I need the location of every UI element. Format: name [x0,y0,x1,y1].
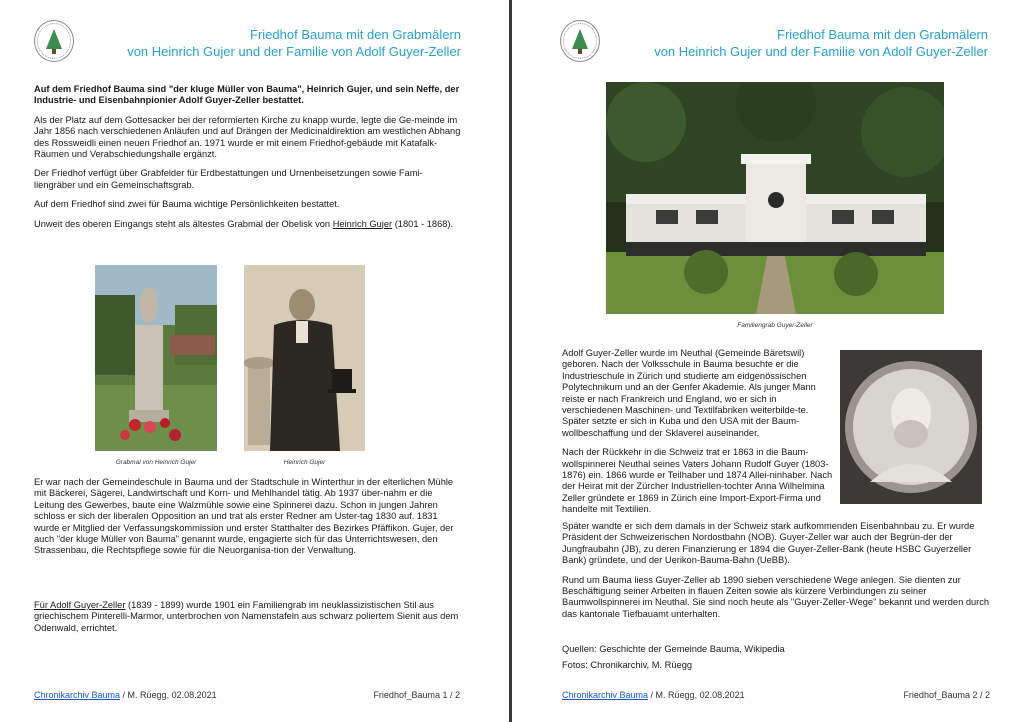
paragraph: Auf dem Friedhof sind zwei für Bauma wichtige Persönlichkeiten bestattet. [34,199,340,210]
logo-tree-icon [572,29,588,49]
family-grave-photo [606,82,944,314]
paragraph-guyer-zeller-career: Nach der Rückkehr in die Schweiz trat er 1863 in die Baum-wollspinnerei Neuthal seines Vaters Johann Rudolf Guyer (1803-1876) ein. 1866 wurde er Teilhaber und 1874 Allei-ninhaber. Nach der Heirat mit der Zürcher Industriellen-tochter Anna Wilhelmina Zeller gründete er 1869 in Zürich eine Import-Export-Firma und handelte mit Textilien. [562,447,833,515]
footer-author-date: / M. Rüegg, 02.08.2021 [120,690,217,700]
page1-footer-page-number: Friedhof_Bauma 1 / 2 [373,690,460,700]
page1-text-top [34,84,462,238]
text: (1801 - 1868). [392,218,454,229]
sources-line: Quellen: Geschichte der Gemeinde Bauma, Wikipedia [562,644,785,654]
chronikarchiv-logo [560,20,600,62]
chronikarchiv-link[interactable]: Chronikarchiv Bauma [562,690,649,700]
logo-trunk [52,49,56,54]
caption-portrait: Heinrich Gujer [283,459,326,466]
photo-credits-line: Fotos: Chronikarchiv, M. Rüegg [562,660,693,671]
page1-footer-left [34,690,217,700]
guyer-zeller-medallion-photo [840,350,982,504]
intro-paragraph: Auf dem Friedhof Bauma sind "der kluge Müller von Bauma", Heinrich Gujer, und sein Neffe, der Industrie- und Eisenbahnpionier Adolf Guyer-Zeller bestattet. [34,84,460,106]
heinrich-gujer-link[interactable]: Heinrich Gujer [332,218,393,229]
text: (1839 - 1899) wurde 1901 ein Familiengrab im neuklassizistischen Stil aus griechischem Pinterelli-Marmor, unterbrochen von Namenstafeln aus schwarz poliertem Sienit aus dem Odenwald, errichtet. [34,600,459,633]
title-line-1: Friedhof Bauma mit den Grabmälern [777,27,988,42]
page-title [654,26,988,60]
page-title [127,26,461,60]
page1-text-middle [34,477,462,565]
chronikarchiv-logo [34,20,74,62]
obelisk-photo [95,265,217,451]
document-page-1 [0,0,509,722]
adolf-guyer-zeller-link[interactable]: Für Adolf Guyer-Zeller [34,600,126,610]
paragraph-guyer-zeller [34,600,462,634]
footer-author-date: / M. Rüegg, 02.08.2021 [648,690,745,700]
paragraph-railway: Später wandte er sich dem damals in der Schweiz stark aufkommenden Eisenbahnbau zu. Er wurde Präsident der Schweizerischen Nordostbahn (NOB). Guyer-Zeller war auch der Begrün-der der Jungfraubahn (JB), zu deren Finanzierung er 1894 die Guyer-Zeller-Bank (heute HSBC Guyerzeller Bank) gründete, und der Uerikon-Bauma-Bahn (UeBB). [562,521,975,566]
document-page-2 [512,0,1024,722]
text: Unweit des oberen Eingangs steht als ältestes Grabmal der Obelisk von [34,218,333,229]
heinrich-gujer-portrait [244,265,365,451]
title-line-1: Friedhof Bauma mit den Grabmälern [250,27,461,42]
page2-footer-left [562,690,745,700]
paragraph-guyer-zeller-youth: Adolf Guyer-Zeller wurde im Neuthal (Gemeinde Bäretswil) geboren. Nach der Volksschule in Bauma besuchte er die Industrieschule in Zürich und studierte am eidgenössischen Polytechnikum und an der Genfer Akademie. Als junger Mann reiste er nach Frankreich und England, wo er sich in verschiedenen Maschinen- und Textilfabriken weiterbilde-te. Später setzte er sich in Kuba und den USA mit der Baum-wollbeschaffung und der Sklaverei auseinander. [562,348,816,438]
logo-tree-icon [46,29,62,49]
page1-text-bottom [34,600,462,642]
title-line-2: von Heinrich Gujer und der Familie von Adolf Guyer-Zeller [127,44,461,59]
logo-trunk [578,49,582,54]
paragraph: Der Friedhof verfügt über Grabfelder für Erdbestattungen und Urnenbeisetzungen sowie Fami-liengräber und ein Gemeinschaftsgrab. [34,168,423,190]
paragraph-obelisk [34,219,462,230]
page2-footer-page-number: Friedhof_Bauma 2 / 2 [903,690,990,700]
page2-text-top [562,348,834,524]
paragraph-paths: Rund um Bauma liess Guyer-Zeller ab 1890 sieben verschiedene Wege anlegen. Sie dienten zur Beschäftigung seiner Arbeiten in flauen Zeiten sowie als kürzere Verbindungen zu seiner Baumwollspinnerei im Neuthal. Sie sind noch heute als "Guyer-Zeller-Wege" bekannt und werden durch das kantonale Tiefbauamt unterhalten. [562,574,990,619]
caption-obelisk: Grabmal von Heinrich Gujer [115,459,197,466]
paragraph: Als der Platz auf dem Gottesacker bei der reformierten Kirche zu knapp wurde, legte die Ge-meinde im Jahr 1856 nach verschiedenen Anläufen und auf Drängen der Medicinaldirektion am westlichen Abhang des Rossweidli einen neuen Friedhof an. 1971 wurde er mit einem Friedhof-gebäude mit Katafalk-Räumen und Verabschiedungshalle ergänzt. [34,114,461,160]
caption-family-grave: Familiengrab Guyer-Zeller [737,322,813,329]
title-line-2: von Heinrich Gujer und der Familie von Adolf Guyer-Zeller [654,44,988,59]
page2-text-bottom [562,521,994,628]
page2-sources [562,644,994,680]
chronikarchiv-link[interactable]: Chronikarchiv Bauma [34,690,121,700]
paragraph-gujer-bio: Er war nach der Gemeindeschule in Bauma und der Stadtschule in Winterthur in der elterlichen Mühle mit Bäckerei, Sägerei, Landwirtschaft und Korn- und Mehlhandel tätig. Ab 1937 über-nahm er die Leitung des Gewerbes, baute eine Walzmühle sowie eine Spinnerei dazu. Schon in jungen Jahren schloss er sich der liberalen Opposition an und trat als erster Redner am Uster-tag 1830 auf. 1831 wurde er Mitglied der Verfassungskommission und erster Statthalter des Bezirkes Pfäffikon. Gujer, der auch "der kluge Müller von Bauma" genannt wurde, engagierte sich für das Unterrichtswesen, den Strassenbau, die Rechtspflege sowie für die Neuorganisa-tion der Verwaltung. [34,477,454,556]
